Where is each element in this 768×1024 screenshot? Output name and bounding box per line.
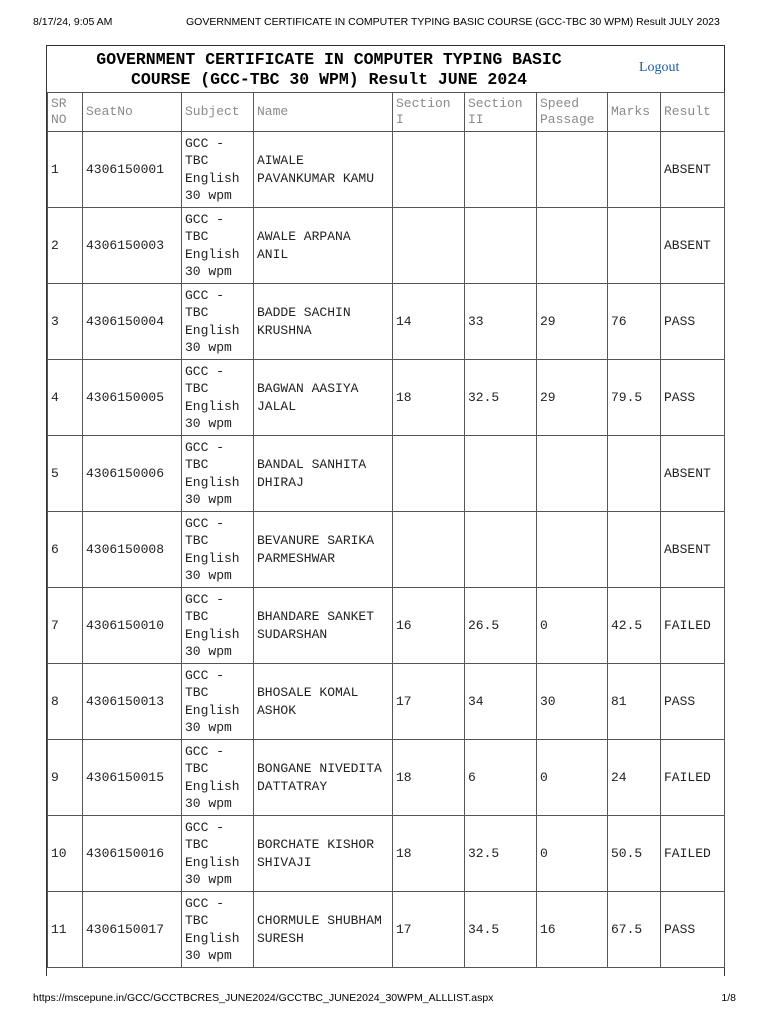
cell-section-1: 17 xyxy=(393,892,465,968)
cell-section-2: 32.5 xyxy=(465,816,537,892)
cell-seat-no: 4306150010 xyxy=(83,588,182,664)
cell-section-2: 34 xyxy=(465,664,537,740)
cell-result: PASS xyxy=(661,360,725,436)
cell-name: BANDAL SANHITA DHIRAJ xyxy=(254,436,393,512)
print-date: 8/17/24, 9:05 AM xyxy=(33,16,113,28)
table-row xyxy=(48,892,725,968)
header-marks: Marks xyxy=(608,93,661,132)
cell-seat-no: 4306150005 xyxy=(83,360,182,436)
cell-sr-no: 8 xyxy=(48,664,83,740)
cell-section-1 xyxy=(393,132,465,208)
page-url: https://mscepune.in/GCC/GCCTBCRES_JUNE2024/GCCTBC_JUNE2024_30WPM_ALLLIST.aspx xyxy=(33,992,494,1004)
cell-speed-passage: 30 xyxy=(537,664,608,740)
page-title xyxy=(55,50,603,90)
table-row xyxy=(48,588,725,664)
cell-section-2: 26.5 xyxy=(465,588,537,664)
header-section-2: Section II xyxy=(465,93,537,132)
results-table xyxy=(47,92,725,968)
header-name: Name xyxy=(254,93,393,132)
table-header-row xyxy=(48,93,725,132)
cell-result: ABSENT xyxy=(661,208,725,284)
header-section-1: Section I xyxy=(393,93,465,132)
cell-name: BORCHATE KISHOR SHIVAJI xyxy=(254,816,393,892)
cell-section-2 xyxy=(465,132,537,208)
page-title-line-2: COURSE (GCC-TBC 30 WPM) Result JUNE 2024 xyxy=(130,70,528,89)
cell-subject: GCC - TBC English 30 wpm xyxy=(182,360,254,436)
cell-speed-passage xyxy=(537,208,608,284)
cell-subject: GCC - TBC English 30 wpm xyxy=(182,436,254,512)
cell-sr-no: 11 xyxy=(48,892,83,968)
cell-subject: GCC - TBC English 30 wpm xyxy=(182,512,254,588)
cell-seat-no: 4306150006 xyxy=(83,436,182,512)
table-row xyxy=(48,208,725,284)
cell-speed-passage xyxy=(537,132,608,208)
table-row xyxy=(48,512,725,588)
cell-result: FAILED xyxy=(661,816,725,892)
cell-marks: 24 xyxy=(608,740,661,816)
table-row xyxy=(48,284,725,360)
cell-sr-no: 6 xyxy=(48,512,83,588)
cell-result: ABSENT xyxy=(661,132,725,208)
cell-section-1 xyxy=(393,512,465,588)
header-seat-no: SeatNo xyxy=(83,93,182,132)
cell-speed-passage xyxy=(537,512,608,588)
cell-section-1: 18 xyxy=(393,816,465,892)
table-row xyxy=(48,360,725,436)
cell-marks: 76 xyxy=(608,284,661,360)
cell-name: BONGANE NIVEDITA DATTATRAY xyxy=(254,740,393,816)
header-subject: Subject xyxy=(182,93,254,132)
cell-subject: GCC - TBC English 30 wpm xyxy=(182,284,254,360)
cell-subject: GCC - TBC English 30 wpm xyxy=(182,664,254,740)
cell-marks: 81 xyxy=(608,664,661,740)
cell-name: BADDE SACHIN KRUSHNA xyxy=(254,284,393,360)
cell-seat-no: 4306150001 xyxy=(83,132,182,208)
cell-speed-passage: 0 xyxy=(537,740,608,816)
cell-seat-no: 4306150015 xyxy=(83,740,182,816)
cell-name: AIWALE PAVANKUMAR KAMU xyxy=(254,132,393,208)
cell-subject: GCC - TBC English 30 wpm xyxy=(182,816,254,892)
cell-result: ABSENT xyxy=(661,436,725,512)
cell-marks: 79.5 xyxy=(608,360,661,436)
cell-sr-no: 7 xyxy=(48,588,83,664)
header-sr-no: SR NO xyxy=(48,93,83,132)
print-footer xyxy=(0,990,768,1006)
cell-name: BAGWAN AASIYA JALAL xyxy=(254,360,393,436)
cell-name: BHANDARE SANKET SUDARSHAN xyxy=(254,588,393,664)
cell-sr-no: 5 xyxy=(48,436,83,512)
cell-sr-no: 9 xyxy=(48,740,83,816)
cell-sr-no: 3 xyxy=(48,284,83,360)
cell-marks: 50.5 xyxy=(608,816,661,892)
cell-section-2 xyxy=(465,436,537,512)
logout-link[interactable]: Logout xyxy=(639,60,680,75)
cell-section-1: 17 xyxy=(393,664,465,740)
cell-section-1: 14 xyxy=(393,284,465,360)
cell-seat-no: 4306150013 xyxy=(83,664,182,740)
cell-result: ABSENT xyxy=(661,512,725,588)
cell-speed-passage: 0 xyxy=(537,816,608,892)
page-number: 1/8 xyxy=(721,992,736,1004)
cell-marks xyxy=(608,132,661,208)
cell-section-2: 34.5 xyxy=(465,892,537,968)
cell-subject: GCC - TBC English 30 wpm xyxy=(182,208,254,284)
cell-marks: 42.5 xyxy=(608,588,661,664)
cell-result: FAILED xyxy=(661,588,725,664)
cell-marks: 67.5 xyxy=(608,892,661,968)
cell-name: BEVANURE SARIKA PARMESHWAR xyxy=(254,512,393,588)
cell-section-2 xyxy=(465,208,537,284)
table-row xyxy=(48,664,725,740)
title-row xyxy=(47,46,724,92)
cell-section-1: 18 xyxy=(393,360,465,436)
cell-subject: GCC - TBC English 30 wpm xyxy=(182,892,254,968)
cell-speed-passage: 29 xyxy=(537,284,608,360)
cell-section-2: 6 xyxy=(465,740,537,816)
cell-seat-no: 4306150004 xyxy=(83,284,182,360)
header-result: Result xyxy=(661,93,725,132)
cell-subject: GCC - TBC English 30 wpm xyxy=(182,132,254,208)
cell-sr-no: 2 xyxy=(48,208,83,284)
cell-marks xyxy=(608,512,661,588)
cell-seat-no: 4306150008 xyxy=(83,512,182,588)
cell-speed-passage: 0 xyxy=(537,588,608,664)
table-row xyxy=(48,436,725,512)
table-row xyxy=(48,740,725,816)
cell-marks xyxy=(608,208,661,284)
cell-sr-no: 10 xyxy=(48,816,83,892)
cell-section-1: 16 xyxy=(393,588,465,664)
cell-speed-passage xyxy=(537,436,608,512)
cell-seat-no: 4306150017 xyxy=(83,892,182,968)
cell-result: PASS xyxy=(661,892,725,968)
header-speed-passage: Speed Passage xyxy=(537,93,608,132)
table-row xyxy=(48,132,725,208)
cell-name: BHOSALE KOMAL ASHOK xyxy=(254,664,393,740)
cell-speed-passage: 29 xyxy=(537,360,608,436)
print-title: GOVERNMENT CERTIFICATE IN COMPUTER TYPING BASIC COURSE (GCC-TBC 30 WPM) Result JULY 2023 xyxy=(186,16,720,28)
results-body xyxy=(48,132,725,968)
cell-seat-no: 4306150016 xyxy=(83,816,182,892)
cell-subject: GCC - TBC English 30 wpm xyxy=(182,740,254,816)
cell-result: FAILED xyxy=(661,740,725,816)
cell-result: PASS xyxy=(661,664,725,740)
cell-section-2: 32.5 xyxy=(465,360,537,436)
table-row xyxy=(48,816,725,892)
cell-name: AWALE ARPANA ANIL xyxy=(254,208,393,284)
cell-section-1 xyxy=(393,208,465,284)
cell-seat-no: 4306150003 xyxy=(83,208,182,284)
cell-section-1: 18 xyxy=(393,740,465,816)
cell-speed-passage: 16 xyxy=(537,892,608,968)
cell-sr-no: 1 xyxy=(48,132,83,208)
cell-section-1 xyxy=(393,436,465,512)
page-title-line-1: GOVERNMENT CERTIFICATE IN COMPUTER TYPING BASIC xyxy=(96,50,562,69)
cell-result: PASS xyxy=(661,284,725,360)
cell-marks xyxy=(608,436,661,512)
cell-section-2: 33 xyxy=(465,284,537,360)
print-header xyxy=(0,12,768,28)
cell-subject: GCC - TBC English 30 wpm xyxy=(182,588,254,664)
cell-sr-no: 4 xyxy=(48,360,83,436)
result-frame xyxy=(46,45,725,976)
cell-name: CHORMULE SHUBHAM SURESH xyxy=(254,892,393,968)
cell-section-2 xyxy=(465,512,537,588)
